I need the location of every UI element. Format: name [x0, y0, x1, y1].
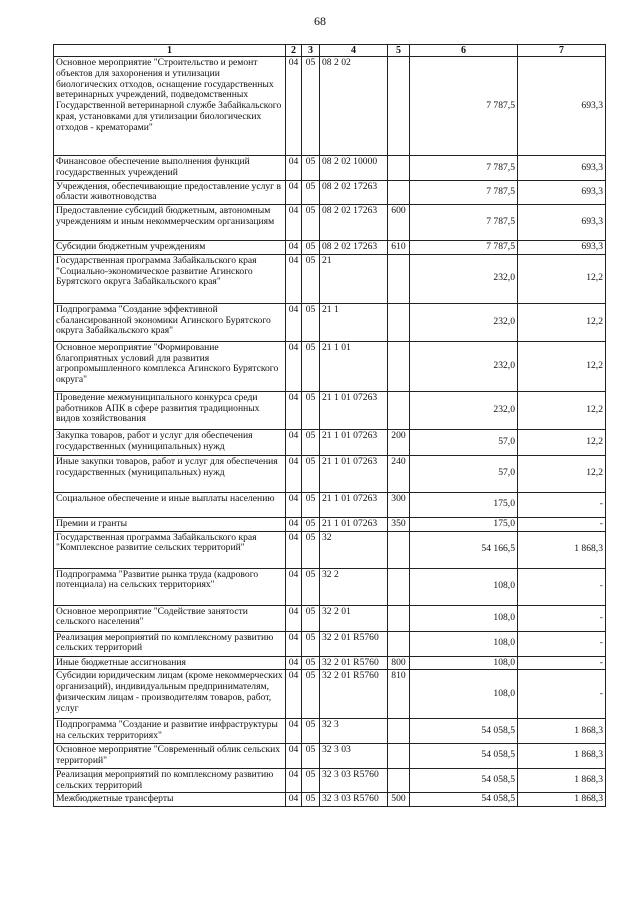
table-row	[54, 492, 606, 517]
row-expense-type: 600	[388, 205, 410, 241]
table-row	[54, 241, 606, 255]
table-row	[54, 605, 606, 631]
row-target-code: 08 2 02 17263	[320, 241, 388, 255]
row-target-code: 21 1 01 07263	[320, 429, 388, 455]
table-row	[54, 455, 606, 492]
row-target-code: 32 2 01 R5760	[320, 656, 388, 670]
table-row	[54, 768, 606, 792]
row-amount-2: -	[518, 605, 606, 631]
row-subsection: 05	[302, 57, 320, 156]
row-amount-1: 7 787,5	[410, 241, 518, 255]
row-amount-1: 54 058,5	[410, 768, 518, 792]
row-target-code: 21 1 01	[320, 341, 388, 391]
row-subsection: 05	[302, 605, 320, 631]
row-name: Реализация мероприятий по комплексному развитию сельских территорий	[54, 631, 286, 656]
budget-table	[53, 44, 606, 807]
row-name: Предоставление субсидий бюджетным, автономным учреждениям и иным некоммерческим организациям	[54, 205, 286, 241]
row-name: Основное мероприятие "Формирование благоприятных условий для развития агропромышленного комплекса Агинского Бурятского округа"	[54, 341, 286, 391]
row-name: Проведение межмуниципального конкурса среди работников АПК в сфере развития традиционных видов хозяйствования	[54, 391, 286, 429]
row-expense-type	[388, 719, 410, 743]
row-target-code: 21 1 01 07263	[320, 517, 388, 531]
row-amount-1: 57,0	[410, 455, 518, 492]
row-amount-1: 7 787,5	[410, 57, 518, 156]
row-section: 04	[286, 254, 302, 303]
row-subsection: 05	[302, 743, 320, 768]
row-target-code: 08 2 02 17263	[320, 205, 388, 241]
row-expense-type	[388, 568, 410, 605]
row-amount-1: 54 058,5	[410, 719, 518, 743]
row-amount-2: 12,2	[518, 455, 606, 492]
row-subsection: 05	[302, 656, 320, 670]
row-subsection: 05	[302, 568, 320, 605]
table-row	[54, 180, 606, 204]
row-section: 04	[286, 241, 302, 255]
row-subsection: 05	[302, 631, 320, 656]
row-section: 04	[286, 341, 302, 391]
row-subsection: 05	[302, 768, 320, 792]
row-section: 04	[286, 793, 302, 807]
table-row	[54, 517, 606, 531]
table-row	[54, 57, 606, 156]
row-expense-type: 810	[388, 670, 410, 719]
table-row	[54, 670, 606, 719]
row-amount-1: 232,0	[410, 391, 518, 429]
page-number: 68	[314, 14, 326, 28]
table-row	[54, 429, 606, 455]
col-header-1: 1	[54, 45, 286, 57]
row-target-code: 32 2 01 R5760	[320, 670, 388, 719]
row-expense-type	[388, 768, 410, 792]
row-amount-1: 54 166,5	[410, 531, 518, 568]
row-amount-1: 108,0	[410, 631, 518, 656]
row-subsection: 05	[302, 254, 320, 303]
row-target-code: 32 3 03 R5760	[320, 768, 388, 792]
col-header-3: 3	[302, 45, 320, 57]
row-subsection: 05	[302, 241, 320, 255]
table-body	[54, 57, 606, 807]
row-section: 04	[286, 743, 302, 768]
row-name: Государственная программа Забайкальского края "Комплексное развитие сельских территорий"	[54, 531, 286, 568]
row-amount-1: 108,0	[410, 568, 518, 605]
row-target-code: 32 3 03	[320, 743, 388, 768]
row-subsection: 05	[302, 492, 320, 517]
row-amount-1: 7 787,5	[410, 156, 518, 180]
row-amount-2: 1 868,3	[518, 743, 606, 768]
row-section: 04	[286, 656, 302, 670]
row-subsection: 05	[302, 719, 320, 743]
row-target-code: 21	[320, 254, 388, 303]
row-target-code: 21 1 01 07263	[320, 391, 388, 429]
row-expense-type: 350	[388, 517, 410, 531]
row-amount-1: 175,0	[410, 517, 518, 531]
row-amount-2: -	[518, 568, 606, 605]
row-amount-2: -	[518, 656, 606, 670]
row-section: 04	[286, 768, 302, 792]
row-subsection: 05	[302, 531, 320, 568]
row-name: Учреждения, обеспечивающие предоставление услуг в области животноводства	[54, 180, 286, 204]
row-section: 04	[286, 605, 302, 631]
row-expense-type	[388, 743, 410, 768]
row-section: 04	[286, 492, 302, 517]
table-row	[54, 391, 606, 429]
row-expense-type: 610	[388, 241, 410, 255]
row-subsection: 05	[302, 391, 320, 429]
row-section: 04	[286, 156, 302, 180]
row-amount-2: 12,2	[518, 429, 606, 455]
row-name: Основное мероприятие "Современный облик сельских территорий"	[54, 743, 286, 768]
row-amount-1: 54 058,5	[410, 793, 518, 807]
table-row	[54, 156, 606, 180]
row-section: 04	[286, 391, 302, 429]
row-expense-type	[388, 391, 410, 429]
row-target-code: 32 2 01 R5760	[320, 631, 388, 656]
row-target-code: 21 1 01 07263	[320, 455, 388, 492]
table-row	[54, 743, 606, 768]
row-amount-1: 108,0	[410, 656, 518, 670]
row-name: Подпрограмма "Создание эффективной сбалансированной экономики Агинского Бурятского округа Забайкальского края"	[54, 303, 286, 341]
row-target-code: 21 1	[320, 303, 388, 341]
row-amount-2: -	[518, 517, 606, 531]
row-section: 04	[286, 455, 302, 492]
row-target-code: 08 2 02 17263	[320, 180, 388, 204]
table-row	[54, 205, 606, 241]
row-target-code: 32 3 03 R5760	[320, 793, 388, 807]
col-header-7: 7	[518, 45, 606, 57]
row-amount-1: 108,0	[410, 670, 518, 719]
row-subsection: 05	[302, 156, 320, 180]
row-amount-1: 57,0	[410, 429, 518, 455]
row-amount-2: -	[518, 492, 606, 517]
table-row	[54, 254, 606, 303]
row-section: 04	[286, 57, 302, 156]
row-section: 04	[286, 568, 302, 605]
table-row	[54, 341, 606, 391]
row-name: Субсидии юридическим лицам (кроме некоммерческих организаций), индивидуальным предпринимателям, физическим лицам - производителям товаров, работ, услуг	[54, 670, 286, 719]
row-section: 04	[286, 631, 302, 656]
row-name: Иные закупки товаров, работ и услуг для обеспечения государственных (муниципальных) нужд	[54, 455, 286, 492]
table-row	[54, 531, 606, 568]
row-amount-2: 693,3	[518, 205, 606, 241]
row-expense-type	[388, 605, 410, 631]
row-amount-1: 232,0	[410, 254, 518, 303]
row-amount-2: 12,2	[518, 341, 606, 391]
row-subsection: 05	[302, 455, 320, 492]
row-target-code: 08 2 02 10000	[320, 156, 388, 180]
row-subsection: 05	[302, 180, 320, 204]
row-subsection: 05	[302, 303, 320, 341]
row-name: Иные бюджетные ассигнования	[54, 656, 286, 670]
row-expense-type	[388, 156, 410, 180]
row-amount-1: 232,0	[410, 303, 518, 341]
row-target-code: 32 3	[320, 719, 388, 743]
row-subsection: 05	[302, 205, 320, 241]
row-name: Подпрограмма "Создание и развитие инфраструктуры на сельских территориях"	[54, 719, 286, 743]
row-expense-type	[388, 180, 410, 204]
col-header-4: 4	[320, 45, 388, 57]
col-header-5: 5	[388, 45, 410, 57]
row-section: 04	[286, 180, 302, 204]
row-expense-type	[388, 254, 410, 303]
row-name: Субсидии бюджетным учреждениям	[54, 241, 286, 255]
row-amount-1: 232,0	[410, 341, 518, 391]
row-amount-2: 12,2	[518, 391, 606, 429]
row-name: Социальное обеспечение и иные выплаты населению	[54, 492, 286, 517]
row-amount-2: 693,3	[518, 241, 606, 255]
row-amount-1: 7 787,5	[410, 205, 518, 241]
row-amount-1: 7 787,5	[410, 180, 518, 204]
row-subsection: 05	[302, 670, 320, 719]
row-name: Основное мероприятие "Содействие занятости сельского населения"	[54, 605, 286, 631]
row-expense-type: 200	[388, 429, 410, 455]
row-amount-2: 1 868,3	[518, 531, 606, 568]
row-amount-2: 1 868,3	[518, 793, 606, 807]
row-name: Премии и гранты	[54, 517, 286, 531]
row-section: 04	[286, 670, 302, 719]
row-subsection: 05	[302, 341, 320, 391]
row-name: Подпрограмма "Развитие рынка труда (кадрового потенциала) на сельских территориях"	[54, 568, 286, 605]
row-amount-2: 693,3	[518, 180, 606, 204]
row-subsection: 05	[302, 517, 320, 531]
row-amount-2: 1 868,3	[518, 768, 606, 792]
row-amount-2: 12,2	[518, 254, 606, 303]
row-name: Реализация мероприятий по комплексному развитию сельских территорий	[54, 768, 286, 792]
row-name: Закупка товаров, работ и услуг для обеспечения государственных (муниципальных) нужд	[54, 429, 286, 455]
row-expense-type: 500	[388, 793, 410, 807]
col-header-2: 2	[286, 45, 302, 57]
row-expense-type: 800	[388, 656, 410, 670]
table-row	[54, 568, 606, 605]
col-header-6: 6	[410, 45, 518, 57]
row-expense-type	[388, 303, 410, 341]
row-section: 04	[286, 429, 302, 455]
row-amount-2: -	[518, 631, 606, 656]
row-amount-2: 693,3	[518, 156, 606, 180]
row-expense-type	[388, 341, 410, 391]
row-target-code: 32 2 01	[320, 605, 388, 631]
table-row	[54, 631, 606, 656]
table-row	[54, 656, 606, 670]
row-section: 04	[286, 531, 302, 568]
row-amount-1: 108,0	[410, 605, 518, 631]
row-section: 04	[286, 205, 302, 241]
row-expense-type	[388, 57, 410, 156]
row-section: 04	[286, 303, 302, 341]
row-expense-type	[388, 631, 410, 656]
row-amount-2: 12,2	[518, 303, 606, 341]
row-subsection: 05	[302, 429, 320, 455]
table-row	[54, 303, 606, 341]
table-row	[54, 719, 606, 743]
header-row	[54, 45, 606, 57]
row-expense-type	[388, 531, 410, 568]
row-name: Финансовое обеспечение выполнения функций государственных учреждений	[54, 156, 286, 180]
row-amount-1: 54 058,5	[410, 743, 518, 768]
row-section: 04	[286, 719, 302, 743]
row-amount-1: 175,0	[410, 492, 518, 517]
row-name: Государственная программа Забайкальского края "Социально-экономическое развитие Агинского Бурятского округа Забайкальского края"	[54, 254, 286, 303]
row-target-code: 32 2	[320, 568, 388, 605]
row-target-code: 32	[320, 531, 388, 568]
row-amount-2: 693,3	[518, 57, 606, 156]
row-subsection: 05	[302, 793, 320, 807]
row-expense-type: 300	[388, 492, 410, 517]
row-name: Основное мероприятие "Строительство и ремонт объектов для захоронения и утилизации биологических отходов, оснащение государственных ветеринарных учреждений, подведомственных Государственной ветеринарной службе Забайкальского края, установками для утилизации биологических отходов - крематорами"	[54, 57, 286, 156]
row-name: Межбюджетные трансферты	[54, 793, 286, 807]
row-section: 04	[286, 517, 302, 531]
table-row	[54, 793, 606, 807]
row-target-code: 08 2 02	[320, 57, 388, 156]
row-expense-type: 240	[388, 455, 410, 492]
row-amount-2: -	[518, 670, 606, 719]
row-target-code: 21 1 01 07263	[320, 492, 388, 517]
row-amount-2: 1 868,3	[518, 719, 606, 743]
